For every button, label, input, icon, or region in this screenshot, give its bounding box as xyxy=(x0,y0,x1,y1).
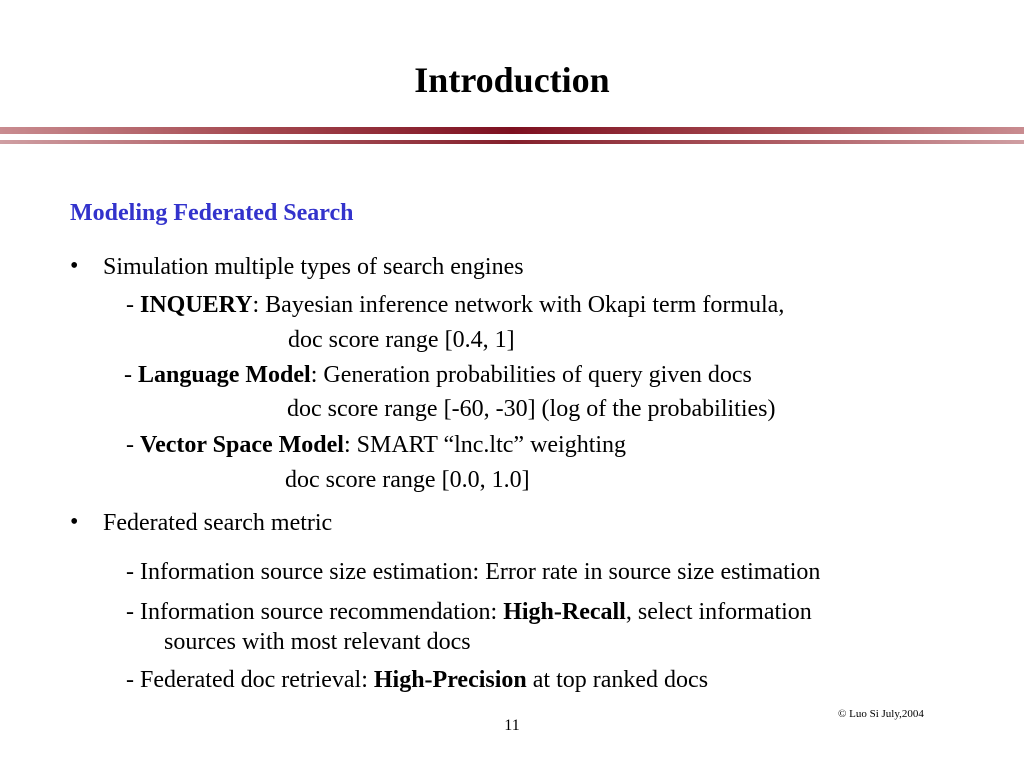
item-prefix: - xyxy=(126,432,140,458)
slide-title: Introduction xyxy=(414,60,610,100)
engine-item-language-model xyxy=(124,360,752,390)
metric-text: - Federated doc retrieval: xyxy=(126,667,374,693)
title-divider-thin xyxy=(0,140,1024,144)
copyright-notice: © Luo Si July,2004 xyxy=(838,708,924,720)
metric-emphasis: High-Precision xyxy=(373,667,527,693)
metric-item-recommendation xyxy=(126,597,812,627)
bullet-text: Federated search metric xyxy=(103,510,333,536)
item-prefix: - xyxy=(124,362,138,388)
engine-item-inquery xyxy=(126,290,784,320)
title-divider-thick xyxy=(0,127,1024,134)
engine-item-vector-space-model xyxy=(126,430,626,460)
engine-score-range: doc score range [0.0, 1.0] xyxy=(285,467,530,493)
metric-item-retrieval xyxy=(126,665,708,695)
engine-score-range: doc score range [0.4, 1] xyxy=(288,327,515,353)
engine-description: : Generation probabilities of query given docs xyxy=(310,362,752,388)
metric-text: - Information source recommendation: xyxy=(126,599,504,625)
metric-text: , select information xyxy=(625,599,812,625)
metric-item-size-estimation: - Information source size estimation: Error rate in source size estimation xyxy=(126,559,821,585)
engine-name: INQUERY xyxy=(140,292,253,318)
bullet-icon: • xyxy=(70,509,79,535)
metric-emphasis: High-Recall xyxy=(503,599,626,625)
engine-score-range: doc score range [-60, -30] (log of the probabilities) xyxy=(287,396,776,422)
page-number: 11 xyxy=(504,717,520,734)
bullet-icon: • xyxy=(70,253,79,279)
metric-item-continuation: sources with most relevant docs xyxy=(164,629,471,655)
bullet-text: Simulation multiple types of search engines xyxy=(103,254,524,280)
item-prefix: - xyxy=(126,292,140,318)
metric-text: at top ranked docs xyxy=(526,667,709,693)
engine-description: : SMART “lnc.ltc” weighting xyxy=(343,432,627,458)
engine-description: : Bayesian inference network with Okapi term formula, xyxy=(252,292,785,318)
engine-name: Vector Space Model xyxy=(140,432,344,458)
section-heading: Modeling Federated Search xyxy=(70,200,354,226)
engine-name: Language Model xyxy=(138,362,311,388)
